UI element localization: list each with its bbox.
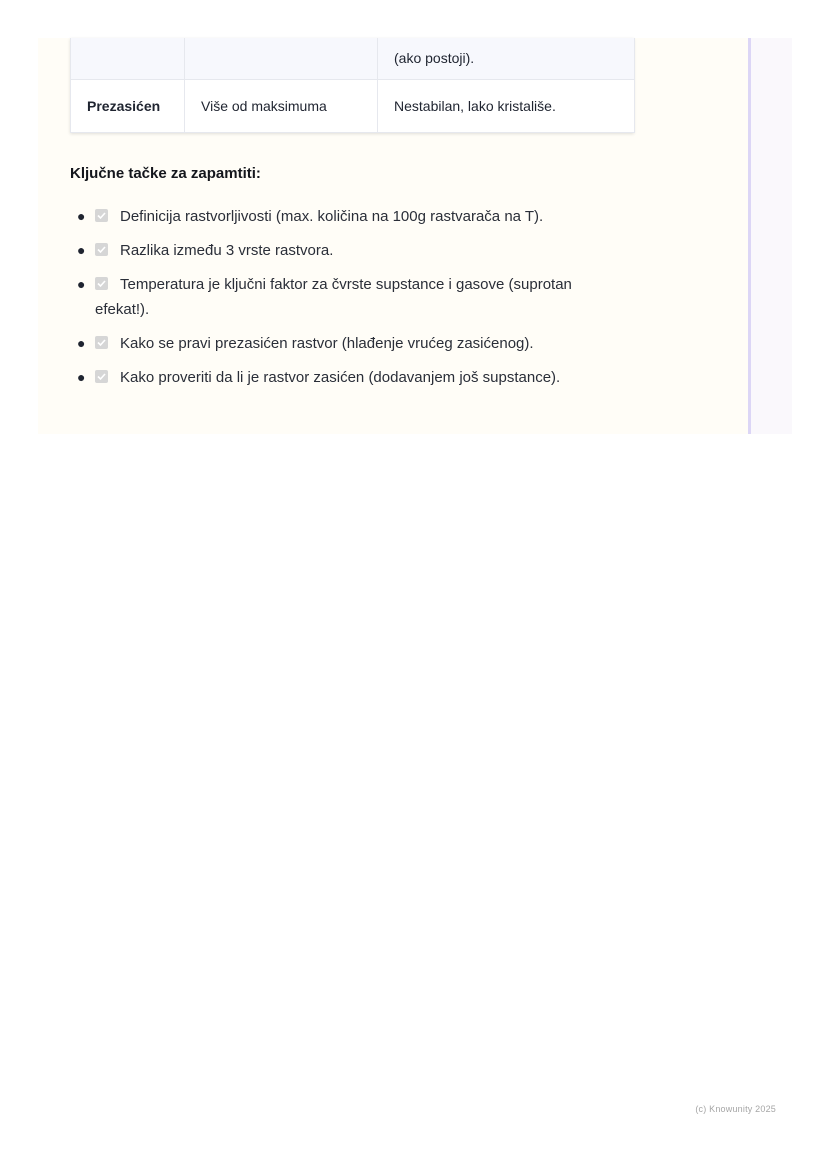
list-item bbox=[70, 272, 630, 322]
bullet-icon: ● bbox=[77, 242, 86, 258]
list-item bbox=[70, 238, 630, 263]
table-cell bbox=[185, 38, 378, 79]
check-box-icon bbox=[95, 243, 108, 256]
list-item-text: Temperatura je ključni faktor za čvrste supstance i gasove (suprotan efekat!). bbox=[95, 276, 572, 318]
key-points-list bbox=[70, 204, 630, 399]
list-item bbox=[70, 331, 630, 356]
table-cell-property: Nestabilan, lako kristališe. bbox=[378, 79, 635, 132]
copyright-footer: (c) Knowunity 2025 bbox=[695, 1104, 776, 1114]
list-item-text: Definicija rastvorljivosti (max. količina na 100g rastvarača na T). bbox=[120, 208, 544, 225]
table-cell bbox=[71, 38, 185, 79]
list-item bbox=[70, 365, 630, 390]
bullet-icon: ● bbox=[77, 335, 86, 351]
table-cell-type: Prezasićen bbox=[71, 79, 185, 132]
bullet-icon: ● bbox=[77, 208, 86, 224]
check-box-icon bbox=[95, 370, 108, 383]
list-item-text: Razlika između 3 vrste rastvora. bbox=[120, 242, 334, 259]
bullet-icon: ● bbox=[77, 369, 86, 385]
bullet-icon: ● bbox=[77, 276, 86, 292]
list-item-text: Kako proveriti da li je rastvor zasićen (dodavanjem još supstance). bbox=[120, 369, 561, 386]
list-item-text: Kako se pravi prezasićen rastvor (hlađenje vrućeg zasićenog). bbox=[120, 335, 534, 352]
table-row bbox=[71, 38, 635, 79]
table-cell-amount: Više od maksimuma bbox=[185, 79, 378, 132]
solution-types-table bbox=[70, 38, 634, 133]
table-row bbox=[71, 79, 635, 132]
table bbox=[70, 38, 635, 133]
list-item bbox=[70, 204, 630, 229]
check-box-icon bbox=[95, 277, 108, 290]
check-box-icon bbox=[95, 336, 108, 349]
check-box-icon bbox=[95, 209, 108, 222]
table-cell: (ako postoji). bbox=[378, 38, 635, 79]
key-points-heading: Ključne tačke za zapamtiti: bbox=[70, 165, 261, 182]
side-rail bbox=[748, 38, 792, 434]
